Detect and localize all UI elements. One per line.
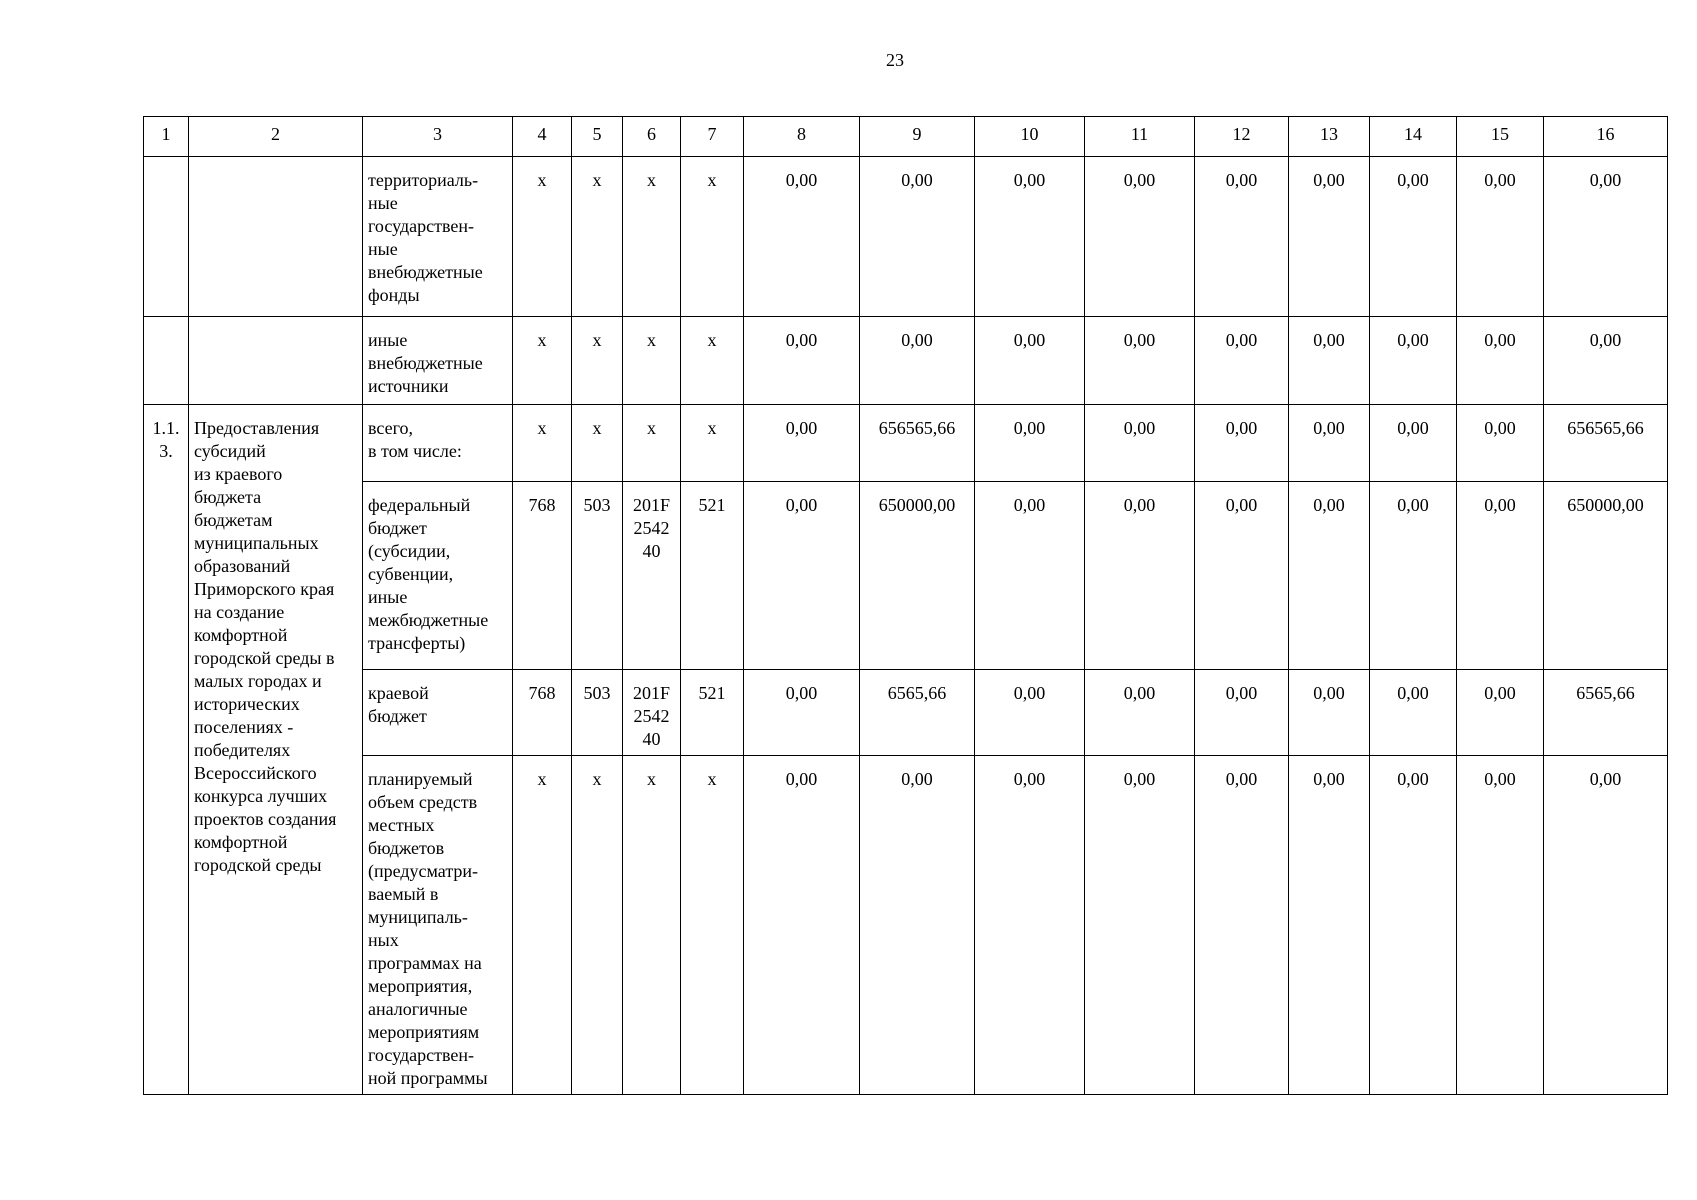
column-header: 9 (860, 117, 975, 157)
value-cell: 0,00 (1085, 482, 1195, 670)
code-cell: x (572, 157, 623, 317)
code-cell: x (513, 157, 572, 317)
column-header: 10 (975, 117, 1085, 157)
value-cell: 0,00 (1544, 317, 1668, 405)
value-cell: 0,00 (1370, 482, 1457, 670)
value-cell: 0,00 (1370, 756, 1457, 1095)
code-cell: x (681, 405, 744, 482)
value-cell: 0,00 (975, 756, 1085, 1095)
value-cell: 0,00 (744, 317, 860, 405)
column-header: 16 (1544, 117, 1668, 157)
value-cell: 0,00 (975, 482, 1085, 670)
funding-source-cell: планируемый объем средств местных бюджетов (предусматри- ваемый в муниципаль- ных программах на мероприятия, аналогичные мероприятиям государствен- ной программы (363, 756, 513, 1095)
value-cell: 0,00 (1195, 482, 1289, 670)
code-cell: 768 (513, 482, 572, 670)
code-cell: x (513, 756, 572, 1095)
value-cell: 0,00 (744, 157, 860, 317)
value-cell: 650000,00 (860, 482, 975, 670)
value-cell: 0,00 (1289, 482, 1370, 670)
table-row (144, 405, 1668, 482)
item-number-cell (144, 157, 189, 317)
value-cell: 0,00 (1289, 405, 1370, 482)
value-cell: 0,00 (975, 670, 1085, 756)
code-cell: x (623, 405, 681, 482)
item-name-cell (189, 317, 363, 405)
value-cell: 0,00 (1457, 405, 1544, 482)
page-number: 23 (886, 50, 904, 70)
column-header: 8 (744, 117, 860, 157)
value-cell: 0,00 (744, 482, 860, 670)
value-cell: 0,00 (1289, 317, 1370, 405)
code-cell: 503 (572, 670, 623, 756)
value-cell: 0,00 (1085, 756, 1195, 1095)
value-cell: 0,00 (860, 756, 975, 1095)
value-cell: 0,00 (1195, 670, 1289, 756)
column-header: 7 (681, 117, 744, 157)
item-name-cell (189, 157, 363, 317)
code-cell: x (623, 157, 681, 317)
code-cell: x (572, 405, 623, 482)
value-cell: 0,00 (1370, 405, 1457, 482)
funding-source-cell: федеральный бюджет (субсидии, субвенции, иные межбюджетные трансферты) (363, 482, 513, 670)
value-cell: 0,00 (860, 317, 975, 405)
funding-source-cell: территориаль- ные государствен- ные внебюджетные фонды (363, 157, 513, 317)
item-number-cell (144, 317, 189, 405)
value-cell: 0,00 (1457, 756, 1544, 1095)
value-cell: 6565,66 (860, 670, 975, 756)
value-cell: 0,00 (744, 756, 860, 1095)
column-header: 2 (189, 117, 363, 157)
item-name-cell: Предоставления субсидий из краевого бюджета бюджетам муниципальных образований Приморского края на создание комфортной городской среды в малых городах и исторических поселениях - победителях Всероссийского конкурса лучших проектов создания комфортной городской среды (189, 405, 363, 1095)
value-cell: 0,00 (1195, 317, 1289, 405)
value-cell: 656565,66 (1544, 405, 1668, 482)
value-cell: 0,00 (860, 157, 975, 317)
value-cell: 0,00 (1195, 157, 1289, 317)
column-header: 6 (623, 117, 681, 157)
code-cell: x (513, 405, 572, 482)
column-header: 5 (572, 117, 623, 157)
code-cell: x (623, 317, 681, 405)
code-cell: 768 (513, 670, 572, 756)
funding-source-cell: всего, в том числе: (363, 405, 513, 482)
table-row (144, 756, 1668, 1095)
table-row (144, 482, 1668, 670)
value-cell: 0,00 (1457, 670, 1544, 756)
code-cell: x (681, 317, 744, 405)
value-cell: 0,00 (975, 317, 1085, 405)
column-header: 4 (513, 117, 572, 157)
value-cell: 0,00 (1457, 157, 1544, 317)
value-cell: 0,00 (1544, 756, 1668, 1095)
funding-source-cell: краевой бюджет (363, 670, 513, 756)
value-cell: 0,00 (1289, 756, 1370, 1095)
value-cell: 0,00 (1195, 756, 1289, 1095)
code-cell: 201F 2542 40 (623, 670, 681, 756)
value-cell: 656565,66 (860, 405, 975, 482)
column-header: 11 (1085, 117, 1195, 157)
funding-source-cell: иные внебюджетные источники (363, 317, 513, 405)
code-cell: 201F 2542 40 (623, 482, 681, 670)
value-cell: 6565,66 (1544, 670, 1668, 756)
code-cell: 521 (681, 670, 744, 756)
value-cell: 0,00 (1457, 317, 1544, 405)
value-cell: 0,00 (1085, 670, 1195, 756)
value-cell: 0,00 (1370, 317, 1457, 405)
value-cell: 0,00 (1289, 157, 1370, 317)
value-cell: 0,00 (1370, 670, 1457, 756)
column-header: 14 (1370, 117, 1457, 157)
value-cell: 0,00 (744, 670, 860, 756)
code-cell: 521 (681, 482, 744, 670)
value-cell: 0,00 (1289, 670, 1370, 756)
budget-table (143, 116, 1668, 1095)
column-header: 12 (1195, 117, 1289, 157)
column-header: 1 (144, 117, 189, 157)
code-cell: x (572, 756, 623, 1095)
code-cell: x (681, 756, 744, 1095)
value-cell: 0,00 (1457, 482, 1544, 670)
item-number-cell: 1.1. 3. (144, 405, 189, 1095)
column-header: 15 (1457, 117, 1544, 157)
code-cell: x (572, 317, 623, 405)
value-cell: 0,00 (1085, 157, 1195, 317)
table-row (144, 670, 1668, 756)
value-cell: 0,00 (1544, 157, 1668, 317)
value-cell: 0,00 (1085, 317, 1195, 405)
code-cell: x (623, 756, 681, 1095)
code-cell: x (681, 157, 744, 317)
column-header: 13 (1289, 117, 1370, 157)
value-cell: 0,00 (1195, 405, 1289, 482)
column-number-header-row (144, 117, 1668, 157)
value-cell: 0,00 (744, 405, 860, 482)
value-cell: 0,00 (1370, 157, 1457, 317)
value-cell: 0,00 (975, 157, 1085, 317)
code-cell: x (513, 317, 572, 405)
value-cell: 0,00 (975, 405, 1085, 482)
value-cell: 650000,00 (1544, 482, 1668, 670)
table-row (144, 317, 1668, 405)
value-cell: 0,00 (1085, 405, 1195, 482)
table-row (144, 157, 1668, 317)
column-header: 3 (363, 117, 513, 157)
code-cell: 503 (572, 482, 623, 670)
